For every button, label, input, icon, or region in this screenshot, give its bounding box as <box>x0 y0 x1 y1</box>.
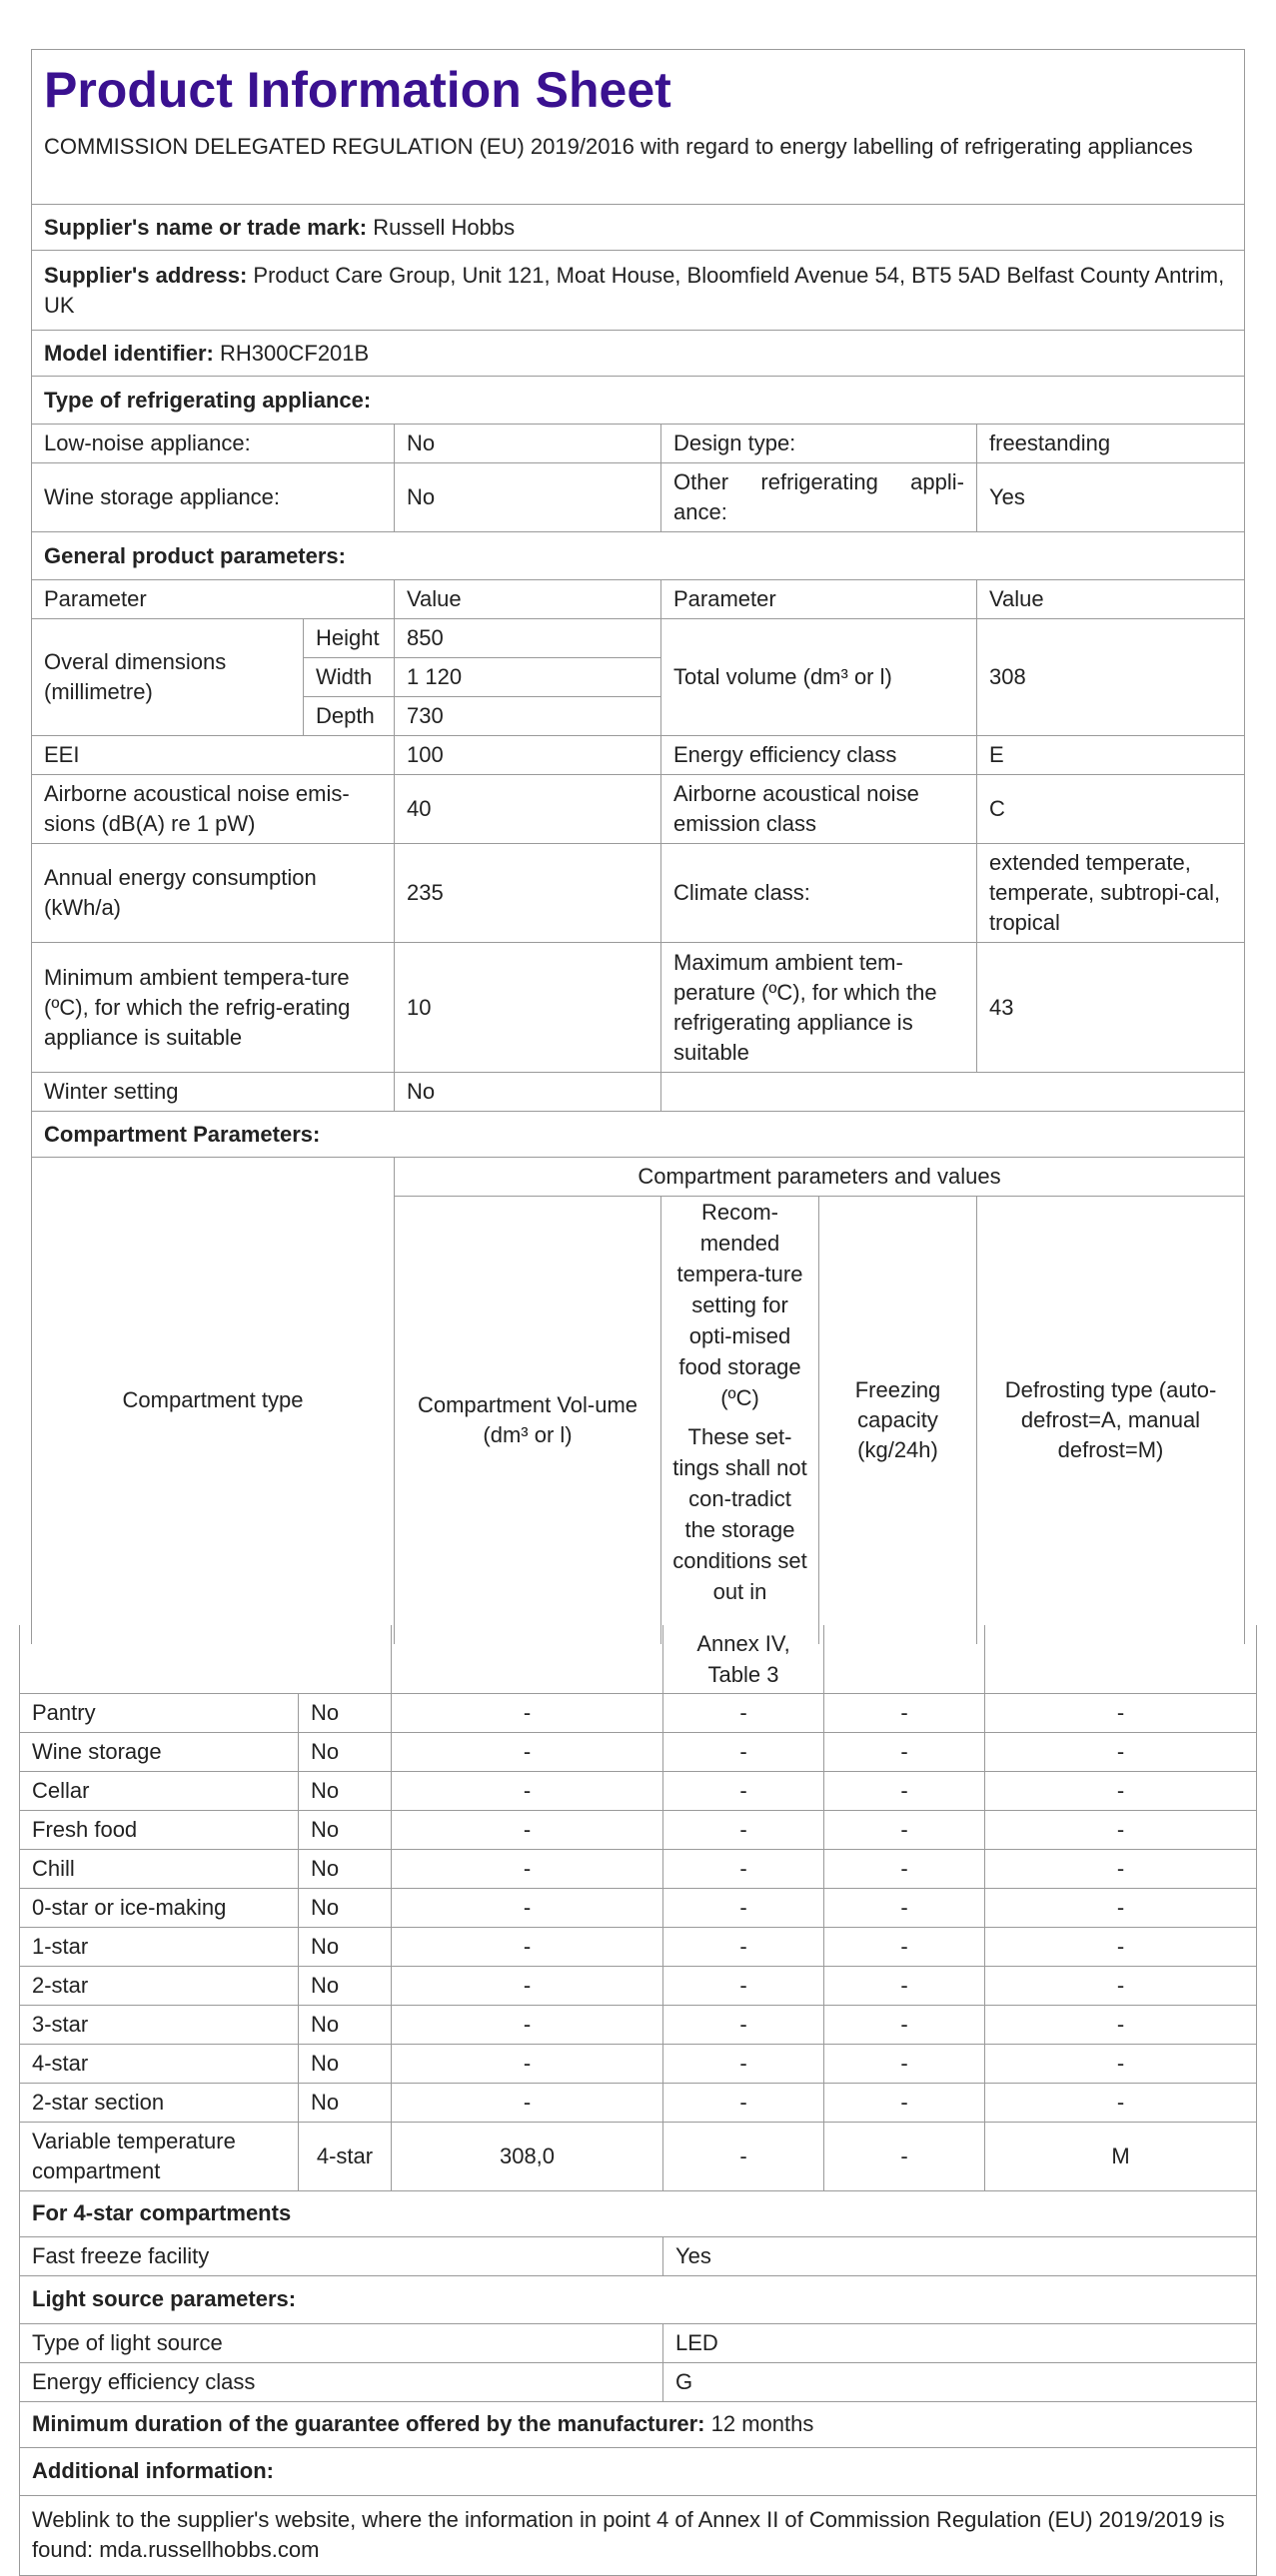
freezing-capacity-header: Freezing capacity (kg/24h) <box>819 1197 977 1644</box>
header-cell <box>32 50 1245 205</box>
compartment-volume: 308,0 <box>392 2122 663 2190</box>
type-param: Other refrigerating appli-ance: <box>661 463 977 532</box>
sheet-table-top <box>31 49 1245 1644</box>
compartment-volume-header-cont <box>392 1625 663 1693</box>
general-header-value: Value <box>395 580 661 619</box>
compartment-defrost: M <box>985 2122 1257 2190</box>
general-header-param: Parameter <box>32 580 395 619</box>
compartment-volume: - <box>392 1966 663 2005</box>
compartment-freezing: - <box>824 1810 985 1849</box>
compartment-freezing: - <box>824 2005 985 2044</box>
general-param: Climate class: <box>661 844 977 943</box>
compartment-defrost: - <box>985 1888 1257 1927</box>
compartment-name: Wine storage <box>20 1732 299 1771</box>
temp-setting-note-cont: Annex IV, Table 3 <box>663 1625 824 1693</box>
light-heading: Light source parameters: <box>20 2275 1257 2323</box>
compartment-name: Chill <box>20 1849 299 1888</box>
regulation-text: COMMISSION DELEGATED REGULATION (EU) 2019/2016 with regard to energy labelling of refrigerating appliances <box>44 134 1193 159</box>
general-param: Minimum ambient tempera-ture (ºC), for which the refrig-erating appliance is suitable <box>32 943 395 1073</box>
general-value: C <box>977 775 1245 844</box>
compartment-volume: - <box>392 1771 663 1810</box>
compartment-volume-header: Compartment Vol-ume (dm³ or l) <box>395 1197 661 1644</box>
supplier-name-row <box>32 205 1245 251</box>
table-row <box>20 1888 1257 1927</box>
compartment-present: No <box>299 1693 392 1732</box>
table-row <box>20 1810 1257 1849</box>
compartment-name: Variable temperature compartment <box>20 2122 299 2190</box>
compartment-present: No <box>299 2005 392 2044</box>
weblink-label: Weblink to the supplier's website, where the information in point 4 of Annex II of Commission Regulation (EU) 2019/2019 is found: <box>32 2507 1225 2562</box>
table-row <box>20 2083 1257 2122</box>
compartment-temp: - <box>663 1810 824 1849</box>
type-param: Wine storage appliance: <box>32 463 395 532</box>
compartment-name: 2-star <box>20 1966 299 2005</box>
compartment-volume: - <box>392 1693 663 1732</box>
compartment-temp: - <box>663 2044 824 2083</box>
compartment-present: No <box>299 1888 392 1927</box>
supplier-address-value: Product Care Group, Unit 121, Moat House, Bloomfield Avenue 54, BT5 5AD Belfast County Antrim, UK <box>44 262 1225 318</box>
table-row <box>20 2005 1257 2044</box>
compartment-name: 0-star or ice-making <box>20 1888 299 1927</box>
page-title: Product Information Sheet <box>44 62 671 118</box>
general-value: 10 <box>395 943 661 1073</box>
model-row <box>32 331 1245 377</box>
fast-freeze-label: Fast freeze facility <box>20 2236 663 2275</box>
total-volume-label: Total volume (dm³ or l) <box>661 619 977 736</box>
light-value: LED <box>663 2323 1257 2362</box>
compartment-defrost: - <box>985 1810 1257 1849</box>
product-information-sheet-continued <box>19 1625 1256 2576</box>
compartment-volume: - <box>392 1927 663 1966</box>
compartment-volume: - <box>392 2005 663 2044</box>
compartment-temp: - <box>663 2005 824 2044</box>
compartment-volume: - <box>392 1732 663 1771</box>
compartment-temp: - <box>663 1693 824 1732</box>
compartment-freezing: - <box>824 1966 985 2005</box>
general-param: EEI <box>32 736 395 775</box>
table-row <box>20 1771 1257 1810</box>
compartment-temp: - <box>663 2083 824 2122</box>
compartment-heading: Compartment Parameters: <box>32 1112 1245 1158</box>
compartment-temp: - <box>663 1849 824 1888</box>
compartment-present: No <box>299 1927 392 1966</box>
general-param: Airborne acoustical noise emission class <box>661 775 977 844</box>
guarantee-row <box>20 2401 1257 2447</box>
general-param: Airborne acoustical noise emis-sions (dB(A) re 1 pW) <box>32 775 395 844</box>
light-param: Type of light source <box>20 2323 663 2362</box>
guarantee-value: 12 months <box>710 2411 814 2436</box>
type-heading: Type of refrigerating appliance: <box>32 377 1245 425</box>
compartment-defrost: - <box>985 1966 1257 2005</box>
general-header-param: Parameter <box>661 580 977 619</box>
compartment-temp: - <box>663 1732 824 1771</box>
compartment-freezing: - <box>824 2044 985 2083</box>
general-value: extended temperate, temperate, subtropi-cal, tropical <box>977 844 1245 943</box>
compartment-name: Pantry <box>20 1693 299 1732</box>
depth-value: 730 <box>395 697 661 736</box>
compartment-present: No <box>299 2083 392 2122</box>
general-value: 43 <box>977 943 1245 1073</box>
supplier-address-label: Supplier's address: <box>44 262 248 288</box>
table-row <box>20 1693 1257 1732</box>
compartment-defrost: - <box>985 1771 1257 1810</box>
compartment-freezing: - <box>824 1693 985 1732</box>
type-value: freestanding <box>977 425 1245 463</box>
table-row <box>20 1927 1257 1966</box>
general-param: Energy efficiency class <box>661 736 977 775</box>
table-row <box>20 1849 1257 1888</box>
compartment-name: 2-star section <box>20 2083 299 2122</box>
general-header-value: Value <box>977 580 1245 619</box>
compartment-group-header: Compartment parameters and values <box>395 1158 1245 1197</box>
defrosting-type-header: Defrosting type (auto-defrost=A, manual defrost=M) <box>977 1197 1245 1644</box>
sheet-table-bottom <box>19 1625 1257 2576</box>
empty-cell <box>661 1073 1245 1112</box>
fast-freeze-value: Yes <box>663 2236 1257 2275</box>
winter-label: Winter setting <box>32 1073 395 1112</box>
light-param: Energy efficiency class <box>20 2362 663 2401</box>
width-label: Width <box>304 658 395 697</box>
compartment-freezing: - <box>824 2122 985 2190</box>
temp-setting-note: These set-tings shall not con-tradict the storage conditions set out in <box>672 1424 807 1604</box>
compartment-temp: - <box>663 2122 824 2190</box>
compartment-name: Fresh food <box>20 1810 299 1849</box>
compartment-temp: - <box>663 1927 824 1966</box>
compartment-temp: - <box>663 1966 824 2005</box>
supplier-name-value: Russell Hobbs <box>373 214 516 240</box>
compartment-present: No <box>299 1732 392 1771</box>
compartment-defrost: - <box>985 2005 1257 2044</box>
compartment-defrost: - <box>985 1927 1257 1966</box>
total-volume-value: 308 <box>977 619 1245 736</box>
depth-label: Depth <box>304 697 395 736</box>
compartment-defrost: - <box>985 1849 1257 1888</box>
type-param: Design type: <box>661 425 977 463</box>
compartment-freezing: - <box>824 1927 985 1966</box>
height-label: Height <box>304 619 395 658</box>
compartment-temp: - <box>663 1771 824 1810</box>
winter-value: No <box>395 1073 661 1112</box>
type-param: Low-noise appliance: <box>32 425 395 463</box>
table-row <box>20 2122 1257 2190</box>
height-value: 850 <box>395 619 661 658</box>
temp-setting-text: Recom-mended tempera-ture setting for opti-mised food storage (ºC) <box>676 1200 803 1410</box>
general-value: E <box>977 736 1245 775</box>
compartment-name: 3-star <box>20 2005 299 2044</box>
guarantee-label: Minimum duration of the guarantee offered by the manufacturer: <box>32 2411 705 2436</box>
supplier-address-row <box>32 251 1245 331</box>
compartment-present: No <box>299 1771 392 1810</box>
dimensions-label: Overal dimensions (millimetre) <box>32 619 304 736</box>
weblink-value[interactable]: mda.russellhobbs.com <box>99 2537 320 2562</box>
compartment-freezing: - <box>824 1771 985 1810</box>
general-value: 100 <box>395 736 661 775</box>
compartment-defrost: - <box>985 1693 1257 1732</box>
compartment-volume: - <box>392 2083 663 2122</box>
compartment-name: 4-star <box>20 2044 299 2083</box>
weblink-row <box>20 2495 1257 2575</box>
freezing-capacity-header-cont <box>824 1625 985 1693</box>
compartment-present: No <box>299 2044 392 2083</box>
compartment-type-header: Compartment type <box>32 1158 395 1644</box>
general-value: 40 <box>395 775 661 844</box>
compartment-defrost: - <box>985 2044 1257 2083</box>
compartment-type-header-cont <box>20 1625 392 1693</box>
compartment-present: 4-star <box>299 2122 392 2190</box>
type-value: No <box>395 425 661 463</box>
product-information-sheet <box>31 49 1244 1644</box>
temp-setting-header <box>661 1197 819 1644</box>
compartment-volume: - <box>392 1888 663 1927</box>
general-value: 235 <box>395 844 661 943</box>
compartment-freezing: - <box>824 2083 985 2122</box>
light-value: G <box>663 2362 1257 2401</box>
compartment-present: No <box>299 1966 392 2005</box>
compartment-freezing: - <box>824 1849 985 1888</box>
general-heading: General product parameters: <box>32 532 1245 580</box>
compartment-volume: - <box>392 1810 663 1849</box>
additional-heading: Additional information: <box>20 2447 1257 2495</box>
compartment-volume: - <box>392 1849 663 1888</box>
compartment-defrost: - <box>985 1732 1257 1771</box>
compartment-name: 1-star <box>20 1927 299 1966</box>
supplier-name-label: Supplier's name or trade mark: <box>44 214 368 240</box>
table-row <box>20 2044 1257 2083</box>
compartment-freezing: - <box>824 1888 985 1927</box>
table-row <box>20 1732 1257 1771</box>
defrosting-type-header-cont <box>985 1625 1257 1693</box>
general-param: Annual energy consumption (kWh/a) <box>32 844 395 943</box>
general-param: Maximum ambient tem-perature (ºC), for which the refrigerating appliance is suitable <box>661 943 977 1073</box>
compartment-volume: - <box>392 2044 663 2083</box>
model-label: Model identifier: <box>44 340 214 366</box>
type-value: No <box>395 463 661 532</box>
width-value: 1 120 <box>395 658 661 697</box>
table-row <box>20 1966 1257 2005</box>
type-value: Yes <box>977 463 1245 532</box>
compartment-defrost: - <box>985 2083 1257 2122</box>
compartment-present: No <box>299 1849 392 1888</box>
compartment-name: Cellar <box>20 1771 299 1810</box>
compartment-present: No <box>299 1810 392 1849</box>
compartment-freezing: - <box>824 1732 985 1771</box>
four-star-heading: For 4-star compartments <box>20 2190 1257 2236</box>
compartment-temp: - <box>663 1888 824 1927</box>
model-value: RH300CF201B <box>220 340 370 366</box>
